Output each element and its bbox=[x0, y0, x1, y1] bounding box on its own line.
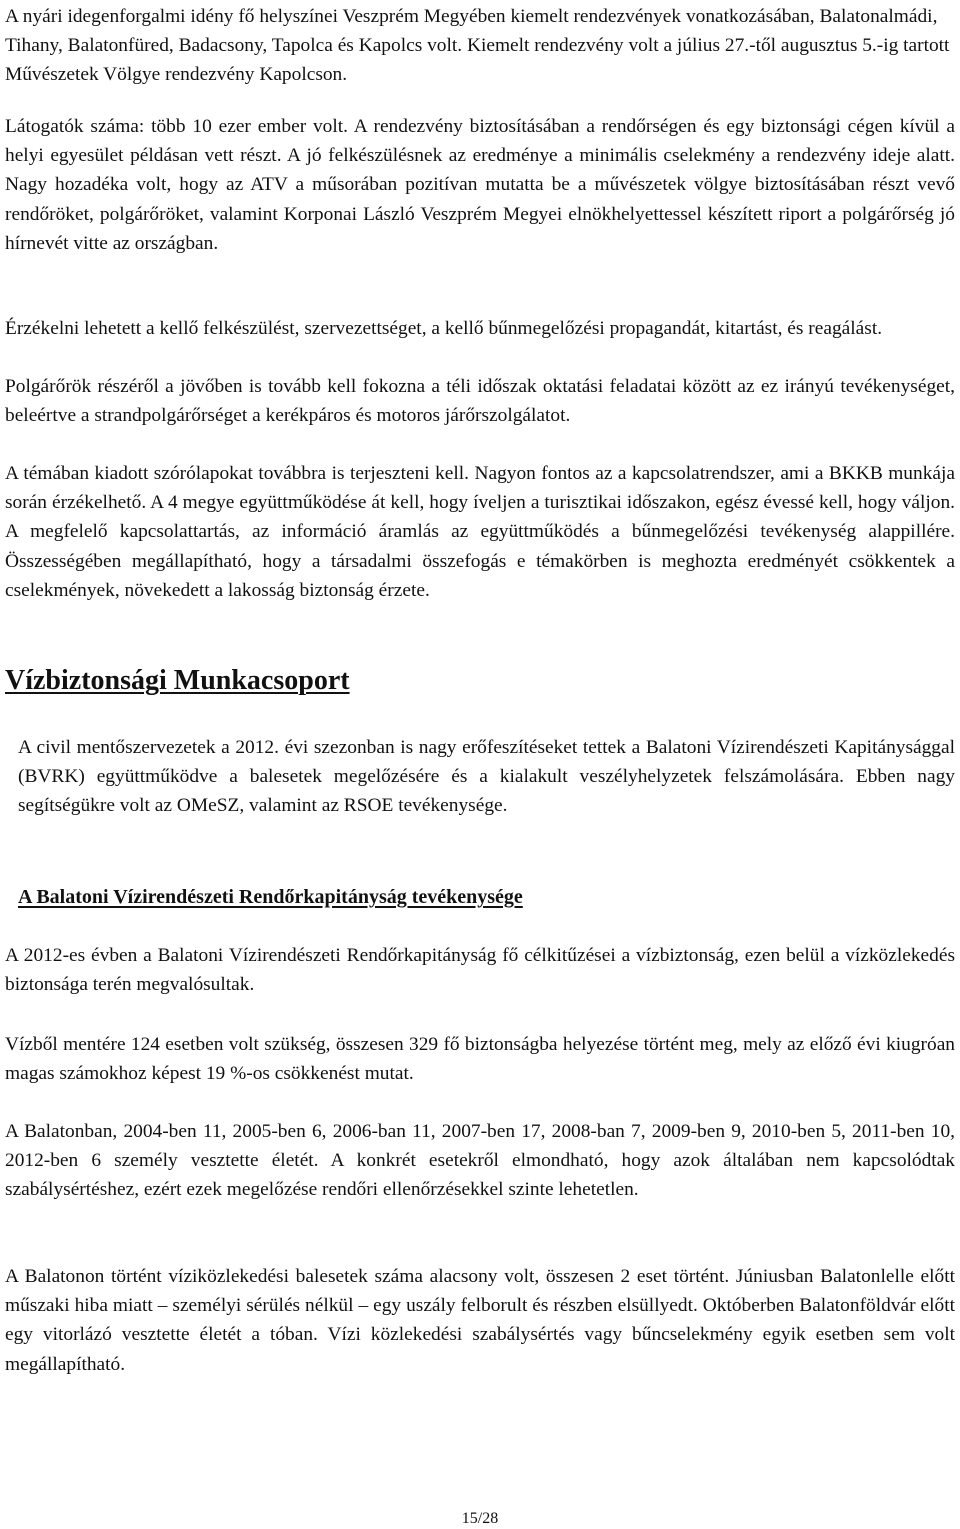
rescue-stats-paragraph: Vízből mentére 124 esetben volt szükség, összesen 329 fő biztonságba helyezése történt meg, mely az előző évi kiugróan magas számokhoz képest 19 %-os csökkenést mutat. bbox=[5, 1034, 955, 1085]
preparedness-paragraph: Érzékelni lehetett a kellő felkészülést, szervezettséget, a kellő bűnmegelőzési propagandát, kitartást, és reagálást. bbox=[5, 318, 883, 339]
fatalities-paragraph: A Balatonban, 2004-ben 11, 2005-ben 6, 2006-ban 11, 2007-ben 17, 2008-ban 7, 2009-ben 9, 2010-ben 5, 2011-ben 10, 2012-ben 6 személy vesztette életét. A konkrét esetekről elmondható, hogy azok általában nem kapcsolódtak szabálysértéshez, ezért ezek megelőzése rendőri ellenőrzésekkel szinte lehetetlen. bbox=[5, 1121, 955, 1201]
intro-paragraph: A nyári idegenforgalmi idény fő helyszínei Veszprém Megyében kiemelt rendezvények vonatkozásában, Balatonalmádi, Tihany, Balatonfüred, Badacsony, Tapolca és Kapolcs volt. Kiemelt rendezvény volt a július 27.-től augusztus 5.-ig tartott Művészetek Völgye rendezvény Kapolcson. bbox=[5, 6, 950, 86]
accidents-paragraph: A Balatonon történt víziközlekedési balesetek száma alacsony volt, összesen 2 eset történt. Júniusban Balatonlelle előtt műszaki hiba miatt – személyi sérülés nélkül – egy uszály felborult és részben elsüllyedt. Októberben Balatonföldvár előtt egy vitorlázó vesztette életét a tóban. Vízi közlekedési szabálysértés vagy bűncselekmény egyik esetben sem volt megállapítható. bbox=[5, 1266, 955, 1375]
page-number: 15/28 bbox=[461, 1510, 499, 1527]
civil-guards-paragraph: Polgárőrök részéről a jövőben is tovább kell fokozna a téli időszak oktatási feladatai között az ez irányú tevékenységet, beleértve a strandpolgárőrséget a kerékpáros és motoros járőrszolgálatot. bbox=[5, 376, 955, 427]
section-heading-police: A Balatoni Vízirendészeti Rendőrkapitányság tevékenysége bbox=[18, 886, 523, 908]
police-goals-paragraph: A 2012-es évben a Balatoni Vízirendészeti Rendőrkapitányság fő célkitűzései a vízbiztonság, ezen belül a vízközlekedés biztonsága terén megvalósultak. bbox=[5, 945, 955, 996]
leaflets-paragraph: A témában kiadott szórólapokat továbbra is terjeszteni kell. Nagyon fontos az a kapcsolatrendszer, ami a BKKB munkája során érzékelhető. A 4 megye együttműködése át kell, hogy íveljen a turisztikai időszakon, egész évessé kell, hogy váljon. A megfelelő kapcsolattartás, az információ áramlás az együttműködés a bűnmegelőzési tevékenység alappillére. Összességében megállapítható, hogy a társadalmi összefogás e témakörben is meghozta eredményét csökkentek a cselekmények, növekedett a lakosság biztonság érzete. bbox=[5, 463, 955, 601]
water-safety-paragraph: A civil mentőszervezetek a 2012. évi szezonban is nagy erőfeszítéseket tettek a Balatoni Vízirendészeti Kapitánysággal (BVRK) együttműködve a balesetek megelőzésére és a kialakult veszélyhelyzetek felszámolására. Ebben nagy segítségükre volt az OMeSZ, valamint az RSOE tevékenysége. bbox=[18, 737, 955, 817]
visitors-paragraph: Látogatók száma: több 10 ezer ember volt. A rendezvény biztosításában a rendőrségen és egy biztonsági cégen kívül a helyi egyesület példásan vett részt. A jó felkészülésnek az eredménye a minimális cselekmény a rendezvény ideje alatt. Nagy hozadéka volt, hogy az ATV a műsorában pozitívan mutatta be a művészetek völgye biztosításában részt vevő rendőröket, polgárőröket, valamint Korponai László Veszprém Megyei elnökhelyettessel készített riport a polgárőrség jó hírnevét vitte az országban. bbox=[5, 116, 955, 254]
section-heading-water-safety: Vízbiztonsági Munkacsoport bbox=[5, 665, 350, 696]
